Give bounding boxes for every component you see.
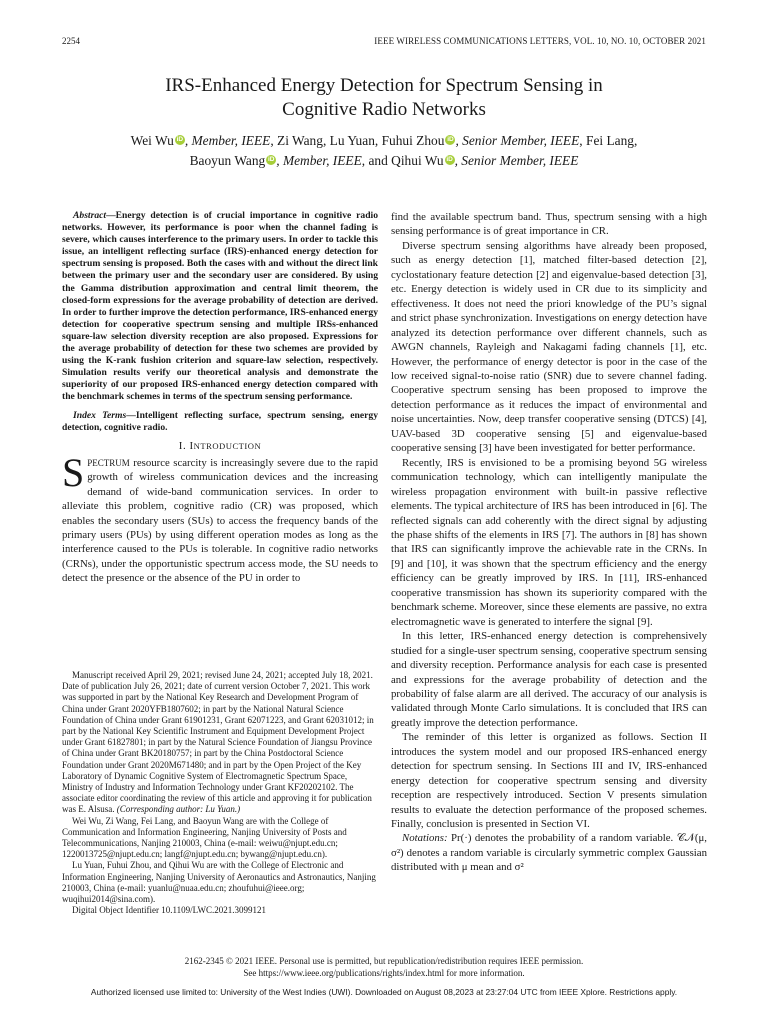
intro-paragraph	[62, 449, 378, 586]
index-terms-label: Index Terms	[73, 409, 127, 421]
notations-text: Pr(·) denotes the probability of a random variable. 𝒞𝒩(μ, σ²) denotes a random variable is circularly symmetric complex Gaussian distributed with μ mean and σ²	[391, 832, 707, 874]
body-paragraph: Recently, IRS is envisioned to be a promising beyond 5G wireless communication technology, which can intelligently manipulate the wireless propagation environment with built-in passive reflective elements. The typical architecture of IRS has been introduced in [6]. The reflected signals can add coherently with the direct signal by adjusting the phase shifts of the elements in IRS [7]. The authors in [8] has shown that IRS can significantly improve the achievable rate in the CRNs. In [9] and [10], it was shown that the spectrum efficiency and the energy efficiency can be greatly improved by IRS. In [11], IRS-enhanced cooperative transmission has shown its superiority compared with the benchmark scheme. Moreover, since these elements are passive, no extra electromagnetic wave is generated to interfere the signal [9].	[391, 456, 707, 628]
abstract-label: Abstract	[73, 210, 107, 221]
orcid-icon[interactable]: iD	[176, 136, 184, 143]
notations-label: Notations:	[402, 832, 448, 845]
footnote-manuscript: Manuscript received April 29, 2021; revised June 24, 2021; accepted July 18, 2021. Date of publication July 26, 2021; date of current version October 7, 2021. This work was supported in part by the National Key Research and Development Program of China under Grant 2020YFB1807602; in part by the National Natural Science Foundation of China under Grant 61901231, Grant 62071223, and Grant 62031012; in part by the National Key Scientific Instrument and Equipment Development Project under Grant 61827801; in part by the Natural Science Foundation of Jiangsu Province of China under Grant BK20180757; in part by the China Postdoctoral Science Foundation under Grant 2020M671480; and in part by the Open Project of the Key Laboratory of Dynamic Cognitive System of Electromagnetic Spectrum Space, Ministry of Industry and Information Technology under Grant KF20202102. The associate editor coordinating the review of this article and approving it for publication was E. Alsusa.	[62, 670, 374, 815]
drop-cap: S	[62, 449, 85, 495]
license-notice: Authorized licensed use limited to: University of the West Indies (UWI). Downloaded on August 08,2023 at 23:27:04 UTC from IEEE Xplore. Restrictions apply.	[90, 987, 678, 997]
title-line-1: IRS-Enhanced Energy Detection for Spectrum Sensing in	[165, 75, 603, 96]
copyright-line: 2162-2345 © 2021 IEEE. Personal use is permitted, but republication/redistribution requires IEEE permission.	[184, 956, 584, 966]
body-paragraph: In this letter, IRS-enhanced energy detection is comprehensively studied for a single-user spectrum sensing, cooperative spectrum sensing and diversity reception. Performance analysis for each case is presented and expressions for the average probability of detection and the probability of false alarm are all derived. The accuracy of our analysis is validated through Monte Carlo simulations. It is concluded that IRS can greatly improve the detection performance.	[391, 630, 707, 729]
permissions-line: See https://www.ieee.org/publications/rights/index.html for more information.	[243, 968, 525, 978]
author-name: , Zi Wang, Lu Yuan, Fuhui Zhou	[270, 133, 445, 148]
footnote-doi: Digital Object Identifier 10.1109/LWC.2021.3099121	[72, 905, 266, 916]
section-numeral: I.	[178, 439, 187, 452]
footnote-affiliation-1: Wei Wu, Zi Wang, Fei Lang, and Baoyun Wang are with the College of Communication and Information Engineering, Nanjing University of Posts and Telecommunications, Nanjing 210003, China (e-mail: weiwu@njupt.edu.cn; 1220013725@njupt.edu.cn; langf@njupt.edu.cn; bywang@njupt.edu.cn).	[62, 815, 347, 860]
section-heading-introduction	[62, 440, 378, 452]
abstract	[62, 210, 378, 404]
author-affiliation-role: , Senior Member, IEEE	[455, 133, 580, 148]
copyright-notice	[0, 955, 768, 979]
footnote-block	[62, 670, 378, 916]
footnote-corresponding: (Corresponding author: Lu Yuan.)	[116, 804, 241, 815]
author-affiliation-role: , Senior Member, IEEE	[454, 153, 579, 168]
body-paragraph: find the available spectrum band. Thus, spectrum sensing with a high sensing performance is of great importance in CR.	[391, 211, 707, 238]
paper-title	[0, 74, 768, 122]
author-name: Wei Wu	[130, 133, 174, 148]
orcid-icon[interactable]: iD	[447, 136, 454, 143]
index-terms-text: —Intelligent reflecting surface, spectrum sensing, energy detection, cognitive radio.	[62, 409, 378, 433]
orcid-icon[interactable]: iD	[268, 156, 275, 163]
title-line-2: Cognitive Radio Networks	[282, 99, 486, 120]
notations-paragraph	[391, 831, 707, 874]
author-affiliation-role: , Member, IEEE	[276, 153, 362, 168]
author-affiliation-role: , Member, IEEE	[184, 133, 271, 148]
author-list	[62, 131, 706, 171]
section-title-first: I	[189, 439, 194, 452]
section-title-rest: NTRODUCTION	[193, 440, 262, 451]
orcid-icon[interactable]: iD	[446, 156, 453, 163]
author-name: Baoyun Wang	[189, 153, 266, 168]
left-column	[62, 210, 378, 586]
abstract-text: —Energy detection is of crucial importance in cognitive radio networks. However, its performance is poor when the channel fading is severe, which causes interference to the primary users. In order to tackle this issue, an intelligent reflecting surface (IRS)-enhanced energy detection for spectrum sensing is proposed. Both the cases with and without the direct link between the primary user and the secondary user are considered. By using the Gamma distribution approximation and central limit theorem, the closed-form expressions for the average probability of detection are derived. In order to further improve the detection performance, IRS-enhanced energy detection for cooperative spectrum sensing and multiple IRSs-enhanced square-law selection diversity reception are also proposed. Expressions for the average probability of detection for these two schemes are provided by using the K-rank fushion criterion and square-law selection, respectively. Simulation results verify our theoretical analysis and demonstrate the superiority of our proposed IRS-enhanced energy detection compared with the benchmark schemes in terms of the spectrum sensing performance.	[62, 210, 379, 403]
intro-lead-word: PECTRUM	[87, 457, 130, 468]
author-name: , Fei Lang,	[579, 133, 638, 148]
body-paragraph: Diverse spectrum sensing algorithms have already been proposed, such as energy detection [1], matched filter-based detection [2], cyclostationary feature detection [2] and eigenvalue-based detection [3], etc. Energy detection is widely used in CR due to its simplicity and effectiveness. It does not need the priori knowledge of the PU’s signal and strict phase synchronization. Investigations on energy detection have analyzed its detection performance over different channels, such as AWGN channels, Rayleigh and Nakagami fading channels [1], etc. However, the performance of energy detector is poor in the case of the low received signal-to-noise ratio (SNR) due to severe channel fading. Cooperative spectrum sensing has been proposed to improve the detection performance as it reduces the impact of environmental and noise uncertainties. Now, deep transfer cooperative sensing (DTCS) [4], UAV-based 3D cooperative sensing [5] and eigenvalue-based cooperative sensing [3] have been investigated for better performance.	[391, 239, 707, 455]
intro-text: resource scarcity is increasingly severe due to the rapid growth of wireless communication devices and the increasing demand of wide-band communication services. In order to alleviate this problem, cognitive radio (CR) was proposed, which enables the secondary users (SUs) to access the frequency bands of the primary users (PUs) by using different operation modes as long as the interference caused to the PUs is tolerable. In cognitive radio networks (CRNs), under the opportunistic spectrum access mode, the SU needs to detect the presence or the absence of the PU in order to	[62, 456, 378, 585]
footnote-affiliation-2: Lu Yuan, Fuhui Zhou, and Qihui Wu are with the College of Electronic and Information Engineering, Nanjing University of Aeronautics and Astronautics, Nanjing 210003, China (e-mail: yuanlu@nuaa.edu.cn; zhoufuhui@ieee.org; wuqihui2014@sina.com).	[62, 860, 376, 905]
right-column	[391, 210, 707, 875]
running-head: IEEE WIRELESS COMMUNICATIONS LETTERS, VOL. 10, NO. 10, OCTOBER 2021	[374, 36, 706, 46]
body-paragraph: The reminder of this letter is organized as follows. Section II introduces the system model and our proposed IRS-enhanced energy detection for spectrum sensing. In Sections III and IV, IRS-enhanced energy detection for cooperative spectrum sensing and diversity reception are respectively introduced. Section V presents simulation results to evaluate the detection performance of the proposed schemes. Finally, conclusion is presented in Section VI.	[391, 731, 707, 831]
author-name: , and Qihui Wu	[361, 153, 444, 168]
page-number: 2254	[62, 36, 80, 46]
index-terms	[62, 410, 378, 434]
